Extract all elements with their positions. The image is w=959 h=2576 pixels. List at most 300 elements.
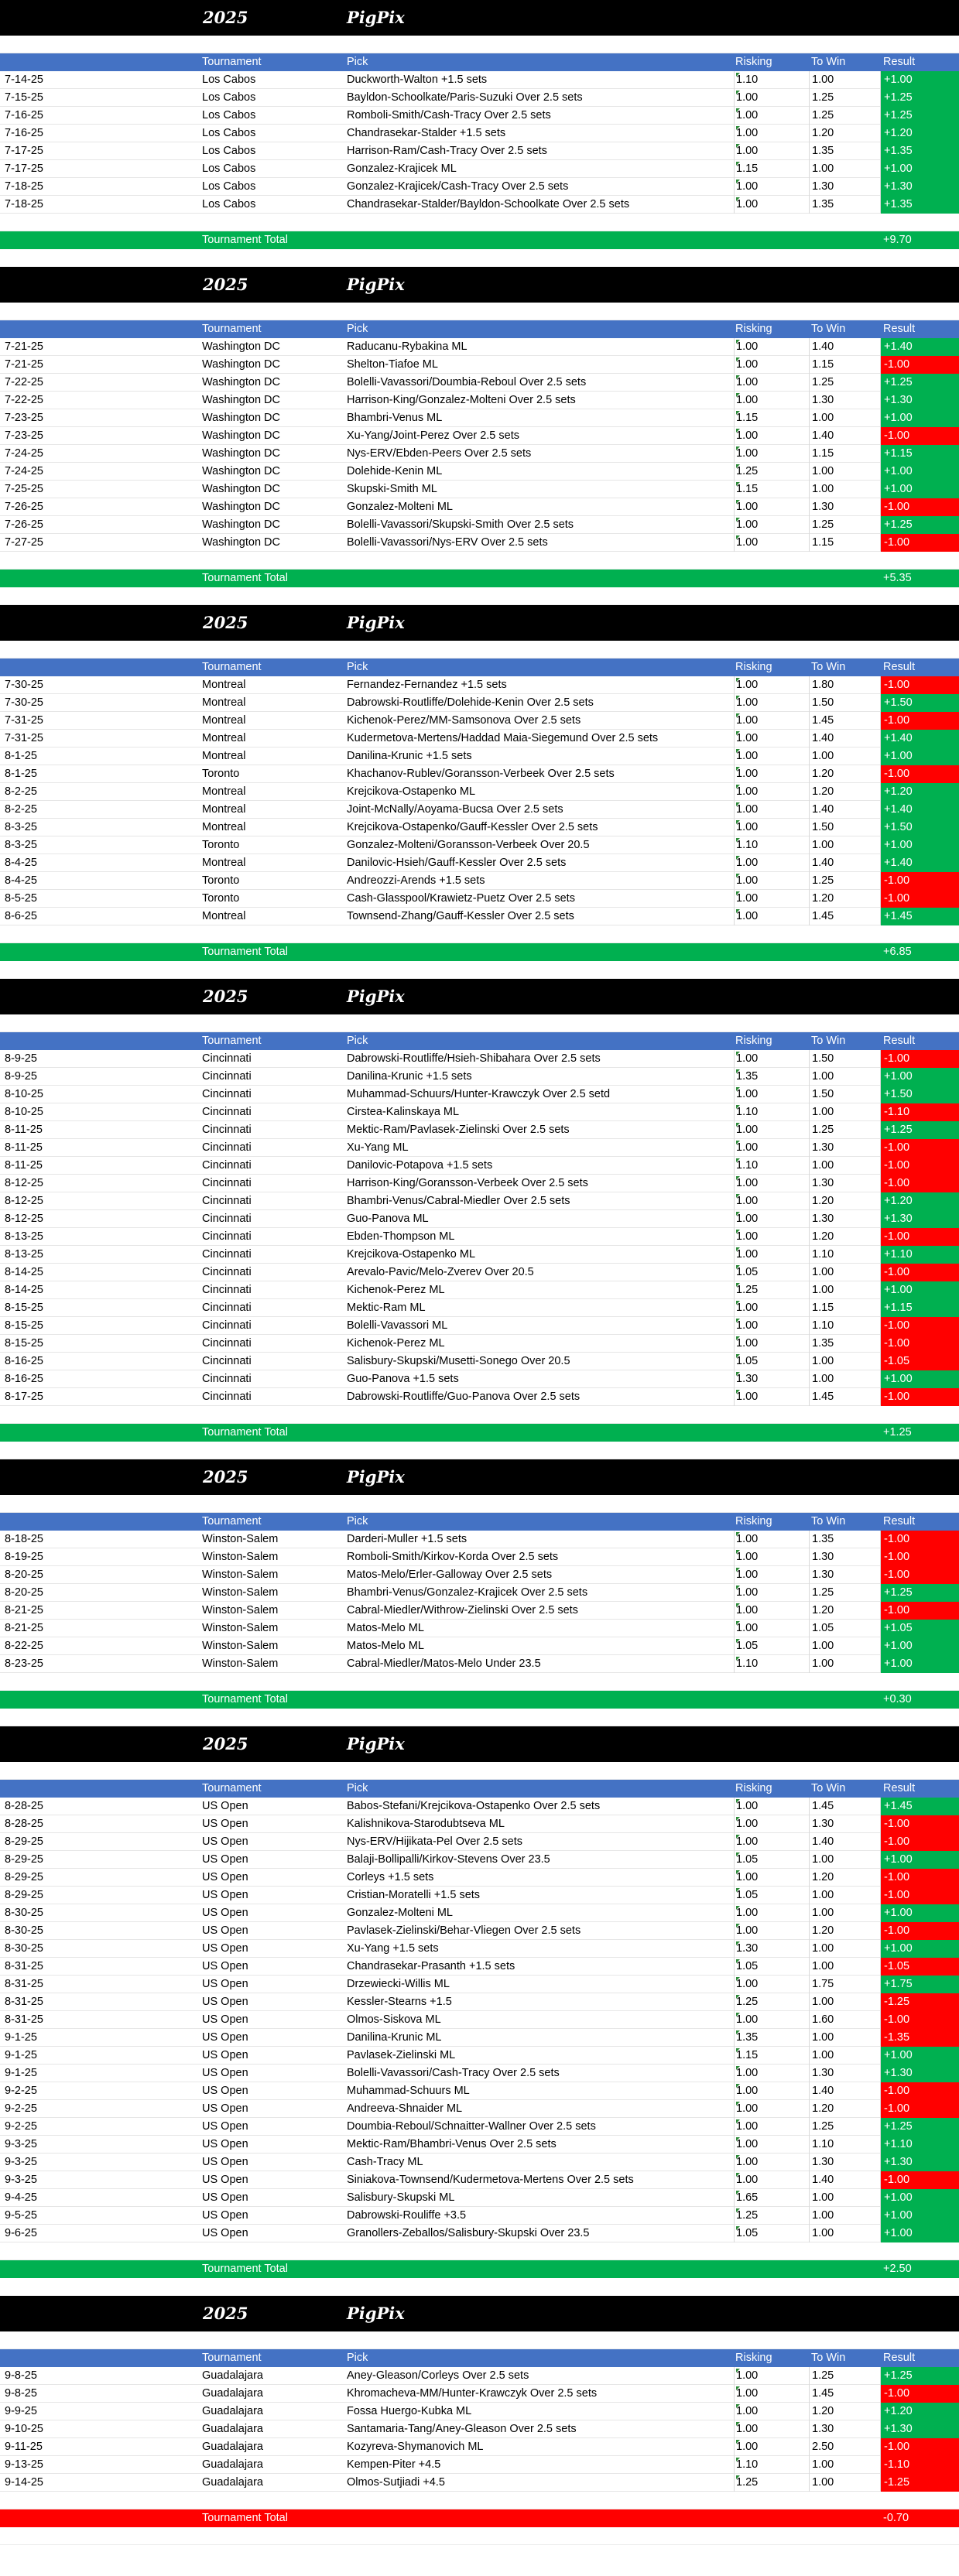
result-cell[interactable]: +1.50 xyxy=(880,819,959,836)
risking-cell[interactable]: 1.35 xyxy=(734,2029,809,2047)
pick-cell[interactable]: Kessler-Stearns +1.5 xyxy=(347,1996,452,2008)
table-row[interactable] xyxy=(0,2420,959,2438)
table-row[interactable] xyxy=(0,1370,959,1388)
tournament-cell[interactable]: Toronto xyxy=(202,874,240,887)
to-win-cell[interactable]: 1.00 xyxy=(809,2047,880,2065)
risking-cell[interactable]: 1.65 xyxy=(734,2189,809,2207)
result-cell[interactable]: +1.25 xyxy=(880,2118,959,2136)
result-cell[interactable]: -1.00 xyxy=(880,1531,959,1548)
table-row[interactable] xyxy=(0,1335,959,1353)
date-cell[interactable]: 7-16-25 xyxy=(5,127,43,139)
pick-cell[interactable]: Dabrowski-Routliffe/Hsieh-Shibahara Over 2.5 sets xyxy=(347,1052,601,1065)
tournament-cell[interactable]: Los Cabos xyxy=(202,145,256,157)
result-cell[interactable]: -1.00 xyxy=(880,2385,959,2403)
result-cell[interactable]: -1.00 xyxy=(880,1887,959,1904)
result-cell[interactable]: -1.00 xyxy=(880,2171,959,2189)
tournament-cell[interactable]: US Open xyxy=(202,2156,248,2168)
table-row[interactable] xyxy=(0,2082,959,2100)
result-cell[interactable]: +1.30 xyxy=(880,2154,959,2171)
to-win-cell[interactable]: 1.00 xyxy=(809,2189,880,2207)
table-row[interactable] xyxy=(0,1976,959,1993)
to-win-cell[interactable]: 1.00 xyxy=(809,2225,880,2242)
tournament-cell[interactable]: Cincinnati xyxy=(202,1052,252,1065)
pick-cell[interactable]: Andreozzi-Arends +1.5 sets xyxy=(347,874,485,887)
result-cell[interactable]: -1.05 xyxy=(880,1958,959,1976)
tournament-cell[interactable]: US Open xyxy=(202,2049,248,2061)
table-row[interactable] xyxy=(0,1922,959,1940)
to-win-cell[interactable]: 1.20 xyxy=(809,890,880,908)
to-win-cell[interactable]: 1.40 xyxy=(809,730,880,747)
result-cell[interactable]: +1.00 xyxy=(880,1637,959,1655)
risking-cell[interactable]: 1.00 xyxy=(734,516,809,534)
tournament-cell[interactable]: US Open xyxy=(202,2120,248,2133)
tournament-cell[interactable]: Cincinnati xyxy=(202,1284,252,1296)
date-cell[interactable]: 8-2-25 xyxy=(5,803,37,816)
risking-cell[interactable]: 1.00 xyxy=(734,534,809,552)
tournament-cell[interactable]: Toronto xyxy=(202,768,240,780)
date-cell[interactable]: 7-17-25 xyxy=(5,162,43,175)
result-cell[interactable]: +1.00 xyxy=(880,1655,959,1673)
risking-cell[interactable]: 1.00 xyxy=(734,1869,809,1887)
result-cell[interactable]: +1.20 xyxy=(880,2403,959,2420)
result-cell[interactable]: +1.00 xyxy=(880,2189,959,2207)
tournament-cell[interactable]: Cincinnati xyxy=(202,1159,252,1172)
date-cell[interactable]: 7-17-25 xyxy=(5,145,43,157)
to-win-cell[interactable]: 1.25 xyxy=(809,872,880,890)
pick-cell[interactable]: Kichenok-Perez/MM-Samsonova Over 2.5 sets xyxy=(347,714,581,727)
date-cell[interactable]: 9-3-25 xyxy=(5,2174,37,2186)
result-cell[interactable]: -1.00 xyxy=(880,427,959,445)
to-win-cell[interactable]: 1.35 xyxy=(809,1335,880,1353)
result-cell[interactable]: -1.10 xyxy=(880,1103,959,1121)
date-cell[interactable]: 8-2-25 xyxy=(5,785,37,798)
table-row[interactable] xyxy=(0,2438,959,2456)
to-win-cell[interactable]: 1.40 xyxy=(809,338,880,356)
pick-cell[interactable]: Balaji-Bollipalli/Kirkov-Stevens Over 23.5 xyxy=(347,1853,550,1866)
to-win-cell[interactable]: 1.00 xyxy=(809,409,880,427)
result-cell[interactable]: +1.10 xyxy=(880,2136,959,2154)
table-row[interactable] xyxy=(0,1299,959,1317)
pick-cell[interactable]: Matos-Melo/Erler-Galloway Over 2.5 sets xyxy=(347,1569,553,1581)
result-cell[interactable]: +1.35 xyxy=(880,196,959,214)
pick-cell[interactable]: Corleys +1.5 sets xyxy=(347,1871,434,1883)
tournament-cell[interactable]: Los Cabos xyxy=(202,91,256,104)
date-cell[interactable]: 7-30-25 xyxy=(5,696,43,709)
tournament-cell[interactable]: US Open xyxy=(202,1924,248,1937)
table-row[interactable] xyxy=(0,1655,959,1673)
risking-cell[interactable]: 1.00 xyxy=(734,1620,809,1637)
tournament-cell[interactable]: Guadalajara xyxy=(202,2476,263,2489)
pick-cell[interactable]: Gonzalez-Krajicek/Cash-Tracy Over 2.5 sets xyxy=(347,180,569,193)
tournament-cell[interactable]: US Open xyxy=(202,1800,248,1812)
to-win-cell[interactable]: 1.20 xyxy=(809,1922,880,1940)
date-cell[interactable]: 8-9-25 xyxy=(5,1070,37,1083)
tournament-cell[interactable]: US Open xyxy=(202,1978,248,1990)
risking-cell[interactable]: 1.00 xyxy=(734,1175,809,1192)
date-cell[interactable]: 7-22-25 xyxy=(5,376,43,388)
result-cell[interactable]: +1.00 xyxy=(880,747,959,765)
to-win-cell[interactable]: 1.00 xyxy=(809,1068,880,1086)
table-row[interactable] xyxy=(0,2403,959,2420)
to-win-cell[interactable]: 1.15 xyxy=(809,445,880,463)
date-cell[interactable]: 8-6-25 xyxy=(5,910,37,922)
date-cell[interactable]: 8-31-25 xyxy=(5,1978,43,1990)
risking-cell[interactable]: 1.00 xyxy=(734,1922,809,1940)
result-cell[interactable]: +1.00 xyxy=(880,1904,959,1922)
to-win-cell[interactable]: 1.40 xyxy=(809,2171,880,2189)
tournament-cell[interactable]: US Open xyxy=(202,2227,248,2239)
result-cell[interactable]: +1.40 xyxy=(880,854,959,872)
risking-cell[interactable]: 1.00 xyxy=(734,1388,809,1406)
risking-cell[interactable]: 1.00 xyxy=(734,1548,809,1566)
risking-cell[interactable]: 1.00 xyxy=(734,730,809,747)
pick-cell[interactable]: Bolelli-Vavassori ML xyxy=(347,1319,448,1332)
date-cell[interactable]: 7-31-25 xyxy=(5,714,43,727)
result-cell[interactable]: +1.20 xyxy=(880,783,959,801)
risking-cell[interactable]: 1.00 xyxy=(734,196,809,214)
risking-cell[interactable]: 1.05 xyxy=(734,1637,809,1655)
to-win-cell[interactable]: 1.30 xyxy=(809,1139,880,1157)
to-win-cell[interactable]: 1.20 xyxy=(809,2403,880,2420)
tournament-cell[interactable]: US Open xyxy=(202,1853,248,1866)
result-cell[interactable]: -1.25 xyxy=(880,2474,959,2492)
tournament-cell[interactable]: Cincinnati xyxy=(202,1195,252,1207)
table-row[interactable] xyxy=(0,1940,959,1958)
risking-cell[interactable]: 1.00 xyxy=(734,107,809,125)
result-cell[interactable]: -1.00 xyxy=(880,890,959,908)
result-cell[interactable]: -1.00 xyxy=(880,2438,959,2456)
date-cell[interactable]: 9-1-25 xyxy=(5,2049,37,2061)
date-cell[interactable]: 8-29-25 xyxy=(5,1853,43,1866)
to-win-cell[interactable]: 1.35 xyxy=(809,142,880,160)
to-win-cell[interactable]: 1.50 xyxy=(809,694,880,712)
to-win-cell[interactable]: 1.50 xyxy=(809,1050,880,1068)
to-win-cell[interactable]: 1.15 xyxy=(809,356,880,374)
date-cell[interactable]: 8-13-25 xyxy=(5,1248,43,1261)
table-row[interactable] xyxy=(0,1602,959,1620)
table-row[interactable] xyxy=(0,534,959,552)
date-cell[interactable]: 9-5-25 xyxy=(5,2209,37,2222)
pick-cell[interactable]: Salisbury-Skupski/Musetti-Sonego Over 20.5 xyxy=(347,1355,570,1367)
to-win-cell[interactable]: 1.00 xyxy=(809,2456,880,2474)
pick-cell[interactable]: Gonzalez-Molteni ML xyxy=(347,1907,453,1919)
table-row[interactable] xyxy=(0,445,959,463)
result-cell[interactable]: +1.20 xyxy=(880,1192,959,1210)
tournament-cell[interactable]: Winston-Salem xyxy=(202,1569,279,1581)
table-row[interactable] xyxy=(0,1531,959,1548)
pick-cell[interactable]: Khachanov-Rublev/Goransson-Verbeek Over 2.5 sets xyxy=(347,768,615,780)
table-row[interactable] xyxy=(0,890,959,908)
pick-cell[interactable]: Raducanu-Rybakina ML xyxy=(347,340,468,353)
risking-cell[interactable]: 1.00 xyxy=(734,392,809,409)
table-row[interactable] xyxy=(0,2367,959,2385)
tournament-cell[interactable]: Cincinnati xyxy=(202,1266,252,1278)
date-cell[interactable]: 9-1-25 xyxy=(5,2067,37,2079)
to-win-cell[interactable]: 1.00 xyxy=(809,160,880,178)
risking-cell[interactable]: 1.00 xyxy=(734,1192,809,1210)
result-cell[interactable]: +1.00 xyxy=(880,836,959,854)
result-cell[interactable]: -1.00 xyxy=(880,2011,959,2029)
risking-cell[interactable]: 1.30 xyxy=(734,1370,809,1388)
table-row[interactable] xyxy=(0,1833,959,1851)
pick-cell[interactable]: Cash-Tracy ML xyxy=(347,2156,423,2168)
pick-cell[interactable]: Kozyreva-Shymanovich ML xyxy=(347,2441,484,2453)
date-cell[interactable]: 7-14-25 xyxy=(5,74,43,86)
date-cell[interactable]: 7-22-25 xyxy=(5,394,43,406)
risking-cell[interactable]: 1.25 xyxy=(734,1993,809,2011)
risking-cell[interactable]: 1.10 xyxy=(734,836,809,854)
table-row[interactable] xyxy=(0,2047,959,2065)
risking-cell[interactable]: 1.00 xyxy=(734,1121,809,1139)
result-cell[interactable]: -1.00 xyxy=(880,498,959,516)
to-win-cell[interactable]: 1.25 xyxy=(809,89,880,107)
tournament-cell[interactable]: Los Cabos xyxy=(202,162,256,175)
table-row[interactable] xyxy=(0,107,959,125)
tournament-cell[interactable]: US Open xyxy=(202,2174,248,2186)
result-cell[interactable]: -1.00 xyxy=(880,2082,959,2100)
to-win-cell[interactable]: 1.20 xyxy=(809,2100,880,2118)
result-cell[interactable]: +1.15 xyxy=(880,445,959,463)
date-cell[interactable]: 7-23-25 xyxy=(5,412,43,424)
result-cell[interactable]: +1.00 xyxy=(880,1851,959,1869)
tournament-cell[interactable]: US Open xyxy=(202,1818,248,1830)
table-row[interactable] xyxy=(0,1548,959,1566)
result-cell[interactable]: +1.00 xyxy=(880,463,959,481)
pick-cell[interactable]: Olmos-Sutjiadi +4.5 xyxy=(347,2476,445,2489)
tournament-cell[interactable]: Cincinnati xyxy=(202,1302,252,1314)
tournament-cell[interactable]: Toronto xyxy=(202,892,240,905)
pick-cell[interactable]: Fernandez-Fernandez +1.5 sets xyxy=(347,679,507,691)
tournament-cell[interactable]: Cincinnati xyxy=(202,1124,252,1136)
tournament-cell[interactable]: Washington DC xyxy=(202,394,281,406)
table-row[interactable] xyxy=(0,1281,959,1299)
result-cell[interactable]: -1.10 xyxy=(880,2456,959,2474)
tournament-cell[interactable]: Montreal xyxy=(202,821,246,833)
tournament-cell[interactable]: Los Cabos xyxy=(202,127,256,139)
table-row[interactable] xyxy=(0,2011,959,2029)
table-row[interactable] xyxy=(0,676,959,694)
tournament-cell[interactable]: Los Cabos xyxy=(202,74,256,86)
risking-cell[interactable]: 1.00 xyxy=(734,1086,809,1103)
risking-cell[interactable]: 1.05 xyxy=(734,1851,809,1869)
pick-cell[interactable]: Bayldon-Schoolkate/Paris-Suzuki Over 2.5 sets xyxy=(347,91,583,104)
date-cell[interactable]: 8-30-25 xyxy=(5,1907,43,1919)
table-row[interactable] xyxy=(0,481,959,498)
to-win-cell[interactable]: 1.00 xyxy=(809,836,880,854)
date-cell[interactable]: 8-15-25 xyxy=(5,1302,43,1314)
table-row[interactable] xyxy=(0,463,959,481)
risking-cell[interactable]: 1.00 xyxy=(734,2154,809,2171)
pick-cell[interactable]: Krejcikova-Ostapenko/Gauff-Kessler Over 2.5 sets xyxy=(347,821,598,833)
tournament-cell[interactable]: Washington DC xyxy=(202,501,281,513)
to-win-cell[interactable]: 1.25 xyxy=(809,2367,880,2385)
risking-cell[interactable]: 1.00 xyxy=(734,765,809,783)
risking-cell[interactable]: 1.00 xyxy=(734,498,809,516)
tournament-cell[interactable]: Montreal xyxy=(202,785,246,798)
risking-cell[interactable]: 1.00 xyxy=(734,2065,809,2082)
pick-cell[interactable]: Joint-McNally/Aoyama-Bucsa Over 2.5 sets xyxy=(347,803,563,816)
tournament-cell[interactable]: Cincinnati xyxy=(202,1337,252,1350)
pick-cell[interactable]: Aney-Gleason/Corleys Over 2.5 sets xyxy=(347,2369,529,2382)
pick-cell[interactable]: Danilovic-Hsieh/Gauff-Kessler Over 2.5 sets xyxy=(347,857,567,869)
tournament-cell[interactable]: Guadalajara xyxy=(202,2458,263,2471)
date-cell[interactable]: 8-1-25 xyxy=(5,768,37,780)
to-win-cell[interactable]: 1.40 xyxy=(809,1833,880,1851)
date-cell[interactable]: 8-18-25 xyxy=(5,1533,43,1545)
date-cell[interactable]: 8-16-25 xyxy=(5,1355,43,1367)
date-cell[interactable]: 7-23-25 xyxy=(5,429,43,442)
result-cell[interactable]: +1.25 xyxy=(880,516,959,534)
pick-cell[interactable]: Bhambri-Venus/Gonzalez-Krajicek Over 2.5 sets xyxy=(347,1586,588,1599)
tournament-cell[interactable]: Guadalajara xyxy=(202,2387,263,2400)
risking-cell[interactable]: 1.00 xyxy=(734,178,809,196)
pick-cell[interactable]: Krejcikova-Ostapenko ML xyxy=(347,785,476,798)
table-row[interactable] xyxy=(0,2136,959,2154)
table-row[interactable] xyxy=(0,1246,959,1264)
date-cell[interactable]: 8-3-25 xyxy=(5,839,37,851)
to-win-cell[interactable]: 1.00 xyxy=(809,1958,880,1976)
risking-cell[interactable]: 1.00 xyxy=(734,2438,809,2456)
to-win-cell[interactable]: 1.40 xyxy=(809,801,880,819)
risking-cell[interactable]: 1.00 xyxy=(734,2011,809,2029)
risking-cell[interactable]: 1.30 xyxy=(734,1940,809,1958)
date-cell[interactable]: 9-13-25 xyxy=(5,2458,43,2471)
pick-cell[interactable]: Andreeva-Shnaider ML xyxy=(347,2102,463,2115)
to-win-cell[interactable]: 1.20 xyxy=(809,1192,880,1210)
to-win-cell[interactable]: 1.00 xyxy=(809,2474,880,2492)
result-cell[interactable]: +1.40 xyxy=(880,338,959,356)
risking-cell[interactable]: 1.00 xyxy=(734,712,809,730)
result-cell[interactable]: +1.25 xyxy=(880,374,959,392)
tournament-cell[interactable]: US Open xyxy=(202,1871,248,1883)
date-cell[interactable]: 7-30-25 xyxy=(5,679,43,691)
result-cell[interactable]: +1.10 xyxy=(880,1246,959,1264)
date-cell[interactable]: 8-23-25 xyxy=(5,1657,43,1670)
table-row[interactable] xyxy=(0,1210,959,1228)
table-row[interactable] xyxy=(0,2171,959,2189)
to-win-cell[interactable]: 1.20 xyxy=(809,783,880,801)
result-cell[interactable]: -1.00 xyxy=(880,1602,959,1620)
date-cell[interactable]: 8-14-25 xyxy=(5,1266,43,1278)
risking-cell[interactable]: 1.00 xyxy=(734,1050,809,1068)
pick-cell[interactable]: Xu-Yang ML xyxy=(347,1141,409,1154)
to-win-cell[interactable]: 2.50 xyxy=(809,2438,880,2456)
date-cell[interactable]: 7-24-25 xyxy=(5,447,43,460)
table-row[interactable] xyxy=(0,374,959,392)
date-cell[interactable]: 8-12-25 xyxy=(5,1195,43,1207)
date-cell[interactable]: 9-10-25 xyxy=(5,2423,43,2435)
table-row[interactable] xyxy=(0,498,959,516)
result-cell[interactable]: +1.50 xyxy=(880,1086,959,1103)
pick-cell[interactable]: Harrison-King/Gonzalez-Molteni Over 2.5 sets xyxy=(347,394,576,406)
tournament-cell[interactable]: US Open xyxy=(202,1907,248,1919)
date-cell[interactable]: 8-12-25 xyxy=(5,1177,43,1189)
tournament-cell[interactable]: Washington DC xyxy=(202,536,281,549)
date-cell[interactable]: 8-5-25 xyxy=(5,892,37,905)
risking-cell[interactable]: 1.05 xyxy=(734,1887,809,1904)
to-win-cell[interactable]: 1.20 xyxy=(809,765,880,783)
tournament-cell[interactable]: Cincinnati xyxy=(202,1391,252,1403)
pick-cell[interactable]: Danilina-Krunic +1.5 sets xyxy=(347,1070,472,1083)
result-cell[interactable]: +1.25 xyxy=(880,1584,959,1602)
date-cell[interactable]: 8-30-25 xyxy=(5,1924,43,1937)
table-row[interactable] xyxy=(0,783,959,801)
date-cell[interactable]: 8-21-25 xyxy=(5,1622,43,1634)
pick-cell[interactable]: Gonzalez-Krajicek ML xyxy=(347,162,457,175)
table-row[interactable] xyxy=(0,908,959,925)
table-row[interactable] xyxy=(0,1584,959,1602)
table-row[interactable] xyxy=(0,854,959,872)
date-cell[interactable]: 7-16-25 xyxy=(5,109,43,121)
result-cell[interactable]: -1.00 xyxy=(880,1869,959,1887)
risking-cell[interactable]: 1.35 xyxy=(734,1068,809,1086)
tournament-cell[interactable]: Washington DC xyxy=(202,376,281,388)
tournament-cell[interactable]: Winston-Salem xyxy=(202,1604,279,1616)
result-cell[interactable]: +1.00 xyxy=(880,160,959,178)
pick-cell[interactable]: Matos-Melo ML xyxy=(347,1622,424,1634)
result-cell[interactable]: -1.00 xyxy=(880,1050,959,1068)
tournament-cell[interactable]: Montreal xyxy=(202,696,246,709)
tournament-cell[interactable]: Winston-Salem xyxy=(202,1586,279,1599)
date-cell[interactable]: 9-14-25 xyxy=(5,2476,43,2489)
pick-cell[interactable]: Townsend-Zhang/Gauff-Kessler Over 2.5 sets xyxy=(347,910,574,922)
pick-cell[interactable]: Romboli-Smith/Kirkov-Korda Over 2.5 sets xyxy=(347,1551,559,1563)
risking-cell[interactable]: 1.00 xyxy=(734,1976,809,1993)
to-win-cell[interactable]: 1.00 xyxy=(809,1370,880,1388)
to-win-cell[interactable]: 1.30 xyxy=(809,2420,880,2438)
to-win-cell[interactable]: 1.05 xyxy=(809,1620,880,1637)
pick-cell[interactable]: Chandrasekar-Prasanth +1.5 sets xyxy=(347,1960,515,1972)
result-cell[interactable]: +1.50 xyxy=(880,694,959,712)
result-cell[interactable]: +1.75 xyxy=(880,1976,959,1993)
risking-cell[interactable]: 1.00 xyxy=(734,2136,809,2154)
table-row[interactable] xyxy=(0,1175,959,1192)
pick-cell[interactable]: Bolelli-Vavassori/Cash-Tracy Over 2.5 sets xyxy=(347,2067,560,2079)
result-cell[interactable]: -1.00 xyxy=(880,1566,959,1584)
to-win-cell[interactable]: 1.50 xyxy=(809,1086,880,1103)
result-cell[interactable]: +1.00 xyxy=(880,2207,959,2225)
pick-cell[interactable]: Olmos-Siskova ML xyxy=(347,2013,441,2026)
to-win-cell[interactable]: 1.25 xyxy=(809,1121,880,1139)
to-win-cell[interactable]: 1.20 xyxy=(809,125,880,142)
result-cell[interactable]: -1.00 xyxy=(880,356,959,374)
tournament-cell[interactable]: Washington DC xyxy=(202,518,281,531)
risking-cell[interactable]: 1.00 xyxy=(734,694,809,712)
tournament-cell[interactable]: Washington DC xyxy=(202,447,281,460)
table-row[interactable] xyxy=(0,1958,959,1976)
to-win-cell[interactable]: 1.00 xyxy=(809,481,880,498)
risking-cell[interactable]: 1.25 xyxy=(734,2207,809,2225)
pick-cell[interactable]: Nys-ERV/Hijikata-Pel Over 2.5 sets xyxy=(347,1835,522,1848)
tournament-cell[interactable]: Guadalajara xyxy=(202,2441,263,2453)
date-cell[interactable]: 8-20-25 xyxy=(5,1569,43,1581)
risking-cell[interactable]: 1.00 xyxy=(734,747,809,765)
result-cell[interactable]: -1.00 xyxy=(880,872,959,890)
pick-cell[interactable]: Danilina-Krunic +1.5 sets xyxy=(347,750,472,762)
result-cell[interactable]: -1.00 xyxy=(880,712,959,730)
risking-cell[interactable]: 1.00 xyxy=(734,872,809,890)
to-win-cell[interactable]: 1.00 xyxy=(809,747,880,765)
risking-cell[interactable]: 1.00 xyxy=(734,2082,809,2100)
to-win-cell[interactable]: 1.00 xyxy=(809,1655,880,1673)
table-row[interactable] xyxy=(0,694,959,712)
risking-cell[interactable]: 1.00 xyxy=(734,819,809,836)
table-row[interactable] xyxy=(0,1121,959,1139)
tournament-cell[interactable]: US Open xyxy=(202,2031,248,2044)
result-cell[interactable]: +1.00 xyxy=(880,71,959,89)
risking-cell[interactable]: 1.00 xyxy=(734,374,809,392)
to-win-cell[interactable]: 1.40 xyxy=(809,427,880,445)
